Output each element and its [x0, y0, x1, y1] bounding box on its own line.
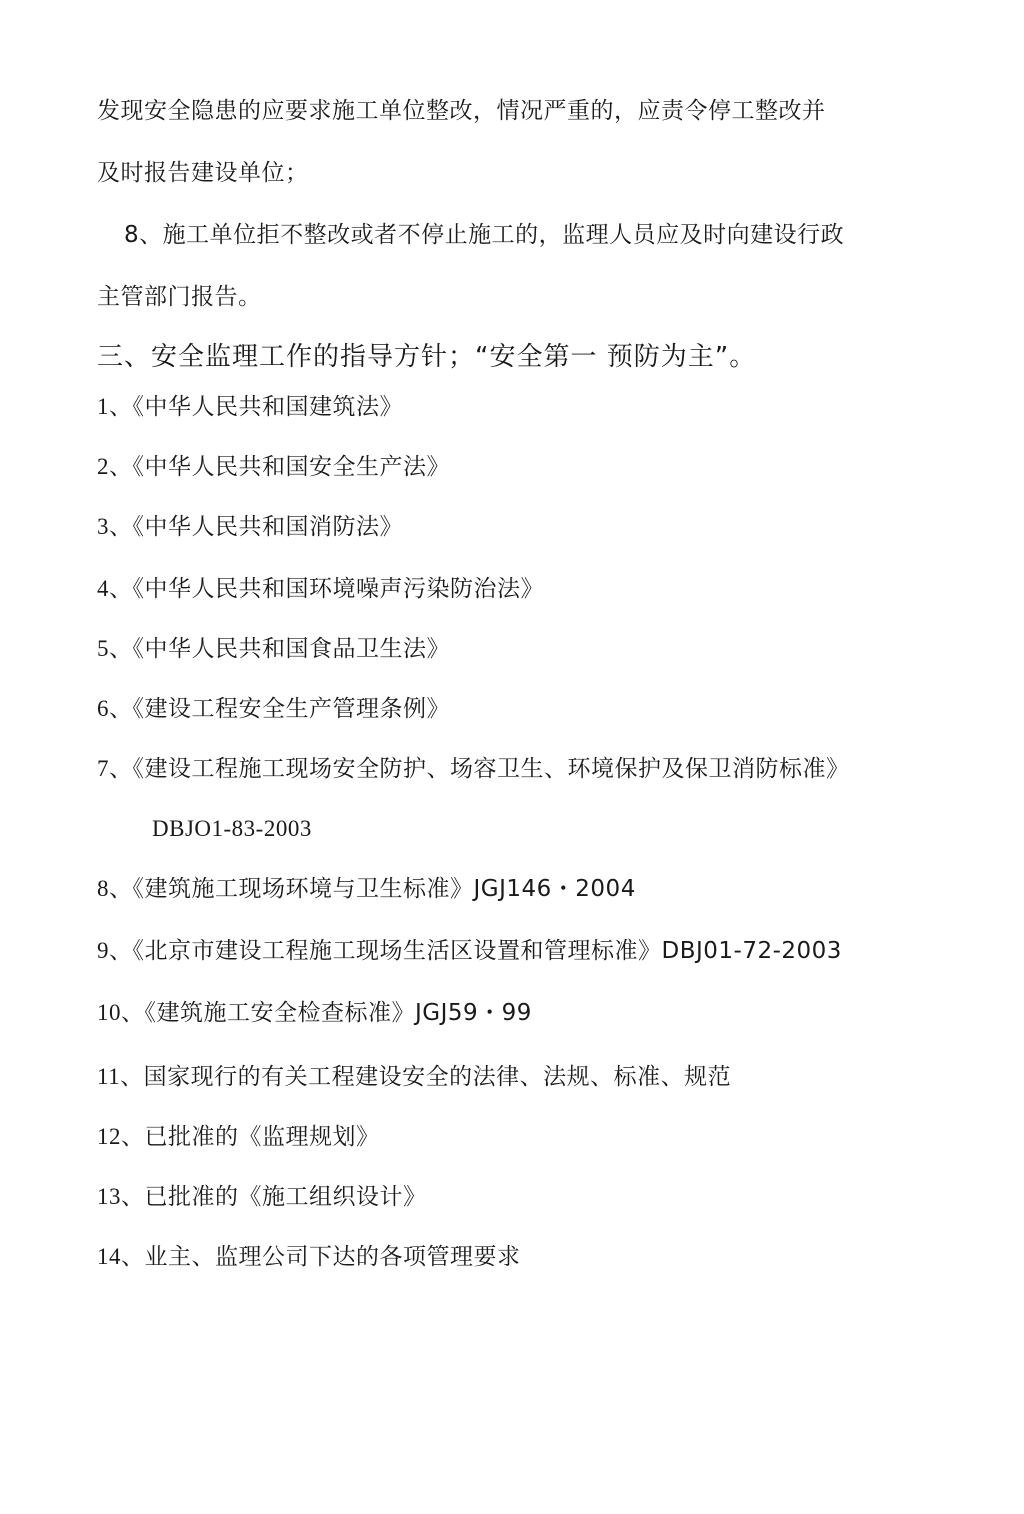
list-item-number: 3、	[97, 514, 133, 539]
paragraph-line: 8、施工单位拒不整改或者不停止施工的，监理人员应及时向建设行政	[124, 222, 845, 248]
list-item-text: 《建设工程安全生产管理条例》	[132, 696, 450, 722]
list-item-number: 4、	[97, 576, 133, 601]
paragraph-line: 发现安全隐患的应要求施工单位整改，情况严重的，应责令停工整改并	[97, 98, 826, 124]
list-item-text: 《中华人民共和国消防法》	[132, 514, 403, 540]
list-item	[97, 634, 450, 664]
list-item	[97, 452, 450, 482]
list-item	[97, 574, 544, 604]
list-item-text: 国家现行的有关工程建设安全的法律、法规、标准、规范	[143, 1064, 732, 1090]
list-item-continuation: DBJO1-83-2003	[152, 816, 312, 841]
list-item-text: 《建筑施工现场环境与卫生标准》JGJ146・2004	[132, 876, 636, 902]
list-item-number: 8、	[97, 876, 133, 901]
list-item-number: 13、	[97, 1184, 145, 1209]
list-item	[97, 1062, 731, 1092]
list-item-text: 《建筑施工安全检查标准》JGJ59・99	[144, 1000, 532, 1026]
list-item-number: 2、	[97, 454, 133, 479]
list-item-text: 《建设工程施工现场安全防护、场容卫生、环境保护及保卫消防标准》	[132, 756, 850, 782]
list-item-number: 1、	[97, 394, 133, 419]
list-item	[97, 694, 450, 724]
list-item-number: 7、	[97, 756, 133, 781]
list-item-text: 已批准的《监理规划》	[144, 1124, 380, 1150]
list-item-number: 6、	[97, 696, 133, 721]
list-item	[97, 1182, 427, 1212]
list-item	[97, 936, 842, 966]
list-item-text: 《北京市建设工程施工现场生活区设置和管理标准》DBJ01-72-2003	[132, 938, 842, 964]
list-item-text: 《中华人民共和国建筑法》	[132, 394, 403, 420]
list-item	[97, 874, 636, 904]
list-item-number: 14、	[97, 1244, 145, 1269]
list-item-text: 《中华人民共和国环境噪声污染防治法》	[132, 576, 544, 602]
list-item-text: 业主、监理公司下达的各项管理要求	[144, 1244, 521, 1270]
list-item-text: 《中华人民共和国安全生产法》	[132, 454, 450, 480]
list-item	[97, 1242, 521, 1272]
list-item	[97, 392, 403, 422]
list-item-number: 5、	[97, 636, 133, 661]
list-item-number: 10、	[97, 1000, 145, 1025]
list-item-text: 《中华人民共和国食品卫生法》	[132, 636, 450, 662]
paragraph-line: 主管部门报告。	[97, 284, 262, 310]
list-item-number: 9、	[97, 938, 133, 963]
list-item	[97, 1122, 380, 1152]
list-item	[97, 998, 532, 1028]
section-heading: 三、安全监理工作的指导方针；“安全第一 预防为主”。	[97, 342, 757, 372]
paragraph-line: 及时报告建设单位；	[97, 160, 309, 186]
list-item-text: 已批准的《施工组织设计》	[144, 1184, 427, 1210]
list-item	[97, 754, 850, 784]
list-item	[97, 512, 403, 542]
list-item-number: 12、	[97, 1124, 145, 1149]
list-item-number: 11、	[97, 1064, 144, 1089]
